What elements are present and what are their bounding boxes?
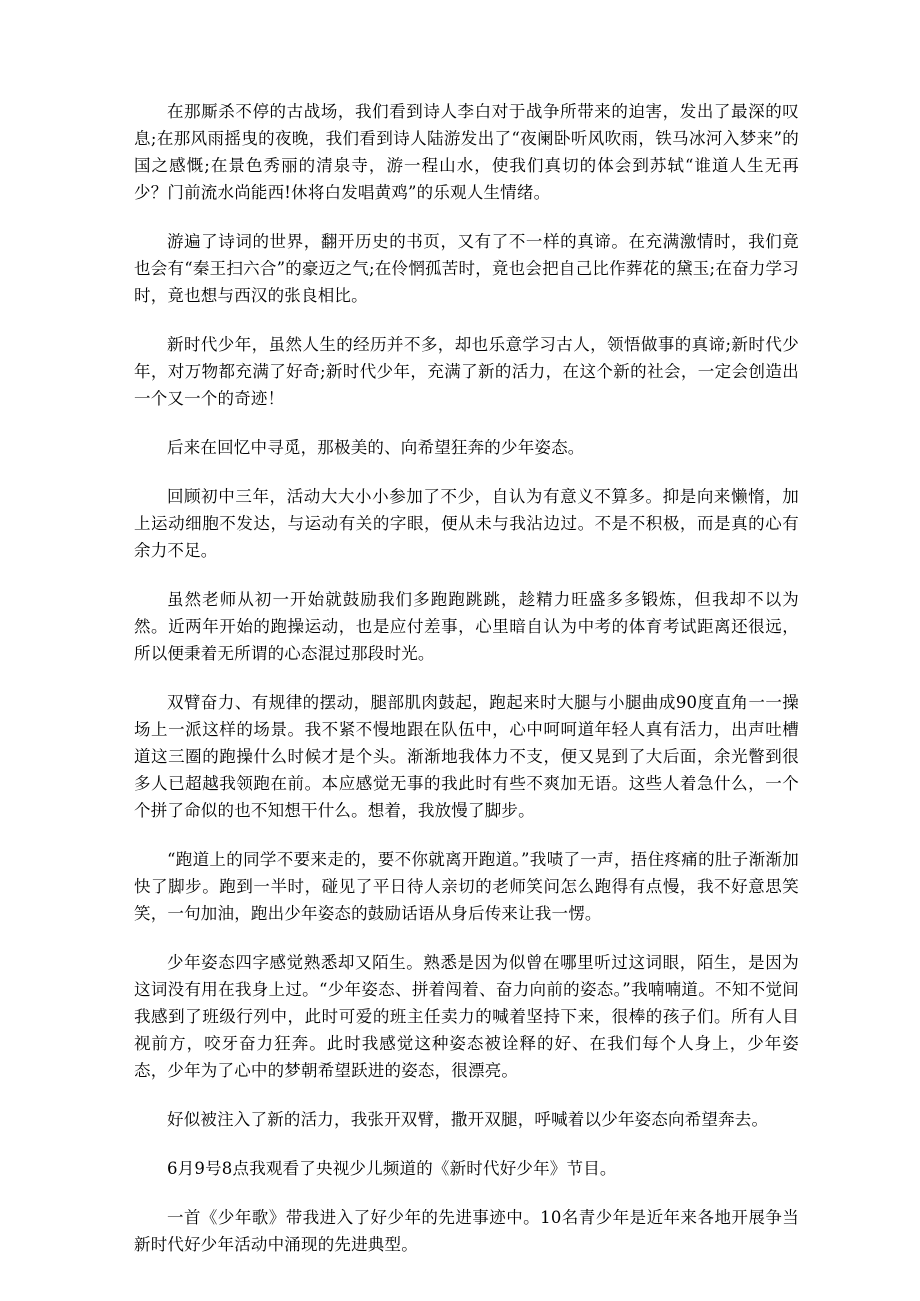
paragraph: 好似被注入了新的活力，我张开双臂，撒开双腿，呼喊着以少年姿态向希望奔去。 xyxy=(167,1110,769,1129)
paragraph: 新时代少年，虽然人生的经历并不多，却也乐意学习古人，领悟做事的真谛;新时代少年，对万物都充满了好奇;新时代少年，充满了新的活力，在这个新的社会，一定会创造出一个又一个的奇迹！ xyxy=(134,335,799,408)
document-body xyxy=(134,98,799,1280)
paragraph: 回顾初中三年，活动大大小小参加了不少，自认为有意义不算多。抑是向来懒惰，加上运动细胞不发达，与运动有关的字眼，便从未与我沾边过。不是不积极，而是真的心有余力不足。 xyxy=(134,487,799,560)
paragraph: 游遍了诗词的世界，翻开历史的书页，又有了不一样的真谛。在充满激情时，我们竟也会有“秦王扫六合”的豪迈之气;在伶惘孤苦时，竟也会把自己比作葬花的黛玉;在奋力学习时，竟也想与西汉的张良相比。 xyxy=(134,232,799,305)
paragraph: 少年姿态四字感觉熟悉却又陌生。熟悉是因为似曾在哪里听过这词眼，陌生，是因为这词没有用在我身上过。“少年姿态、拼着闯着、奋力向前的姿态。”我喃喃道。不知不觉间我感到了班级行列中，此时可爱的班主任卖力的喊着坚持下来，很棒的孩子们。所有人目视前方，咬牙奋力狂奔。此时我感觉这种姿态被诠释的好、在我们每个人身上，少年姿态，少年为了心中的梦朝希望跃进的姿态，很漂亮。 xyxy=(134,953,799,1080)
paragraph: 一首《少年歌》带我进入了好少年的先进事迹中。10名青少年是近年来各地开展争当新时代好少年活动中涌现的先进典型。 xyxy=(134,1208,799,1254)
paragraph: 后来在回忆中寻觅，那极美的、向希望狂奔的少年姿态。 xyxy=(167,438,585,457)
paragraph: 双臂奋力、有规律的摆动，腿部肌肉鼓起，跑起来时大腿与小腿曲成90度直角一一操场上一派这样的场景。我不紧不慢地跟在队伍中，心中呵呵道年轻人真有活力，出声吐槽道这三圈的跑操什么时候才是个头。渐渐地我体力不支，便又晃到了大后面，余光瞥到很多人已超越我领跑在前。本应感觉无事的我此时有些不爽加无语。这些人着急什么，一个个拼了命似的也不知想干什么。想着，我放慢了脚步。 xyxy=(134,693,799,820)
paragraph: 虽然老师从初一开始就鼓励我们多跑跑跳跳，趁精力旺盛多多锻炼，但我却不以为然。近两年开始的跑操运动，也是应付差事，心里暗自认为中考的体育考试距离还很远，所以便秉着无所谓的心态混过那段时光。 xyxy=(134,590,799,663)
paragraph: “跑道上的同学不要来走的，要不你就离开跑道。”我啧了一声，捂住疼痛的肚子渐渐加快了脚步。跑到一半时，碰见了平日待人亲切的老师笑问怎么跑得有点慢，我不好意思笑笑，一句加油，跑出少年姿态的鼓励话语从身后传来让我一愣。 xyxy=(134,850,799,923)
paragraph: 6月9号8点我观看了央视少儿频道的《新时代好少年》节目。 xyxy=(167,1159,617,1178)
paragraph: 在那厮杀不停的古战场，我们看到诗人李白对于战争所带来的迫害，发出了最深的叹息;在那风雨摇曳的夜晚，我们看到诗人陆游发出了“夜阑卧听风吹雨，铁马冰河入梦来”的国之感慨;在景色秀丽的清泉寺，游一程山水，使我们真切的体会到苏轼“谁道人生无再少？门前流水尚能西!休将白发唱黄鸡”的乐观人生情绪。 xyxy=(134,102,799,202)
